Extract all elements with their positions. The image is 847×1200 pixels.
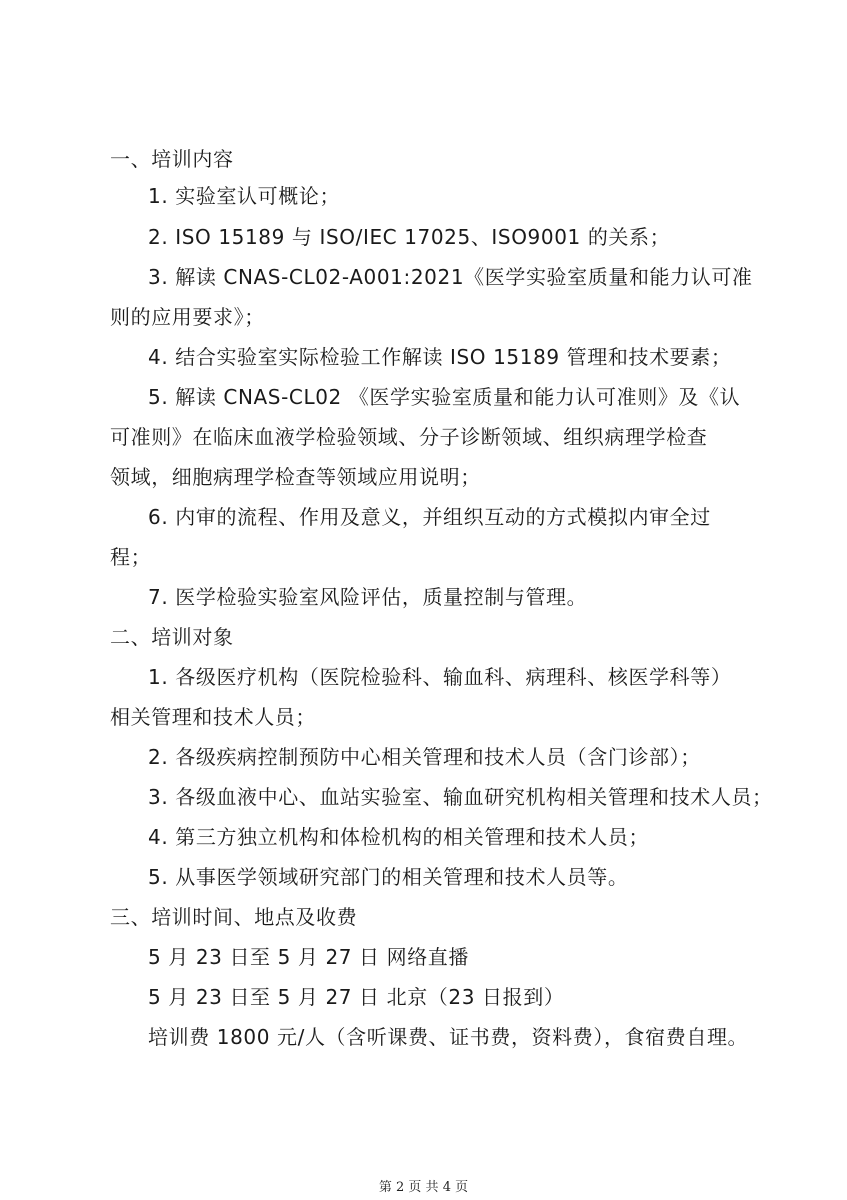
- content-item-6-cont: 程；: [110, 545, 152, 569]
- section-heading-training-targets: 二、培训对象: [110, 625, 234, 649]
- target-item-2: 2. 各级疾病控制预防中心相关管理和技术人员（含门诊部）；: [148, 745, 701, 769]
- content-item-4: 4. 结合实验室实际检验工作解读 ISO 15189 管理和技术要素；: [148, 345, 732, 369]
- section-heading-time-place-fees: 三、培训时间、地点及收费: [110, 905, 358, 929]
- section-heading-training-content: 一、培训内容: [110, 147, 234, 171]
- content-item-7: 7. 医学检验实验室风险评估，质量控制与管理。: [148, 585, 588, 609]
- target-item-4: 4. 第三方独立机构和体检机构的相关管理和技术人员；: [148, 825, 650, 849]
- content-item-2: 2. ISO 15189 与 ISO/IEC 17025、ISO9001 的关系；: [148, 225, 671, 249]
- content-item-6: 6. 内审的流程、作用及意义，并组织互动的方式模拟内审全过: [148, 505, 711, 529]
- content-item-3-cont: 则的应用要求》；: [110, 305, 265, 329]
- content-item-1: 1. 实验室认可概论；: [148, 184, 341, 208]
- content-item-5-cont-1: 可准则》在临床血液学检验领域、分子诊断领域、组织病理学检查: [110, 425, 708, 449]
- schedule-online: 5 月 23 日至 5 月 27 日 网络直播: [148, 945, 470, 969]
- training-fee: 培训费 1800 元/人（含听课费、证书费，资料费），食宿费自理。: [148, 1025, 749, 1049]
- target-item-1: 1. 各级医疗机构（医院检验科、输血科、病理科、核医学科等）: [148, 665, 732, 689]
- content-item-5-cont-2: 领域，细胞病理学检查等领域应用说明；: [110, 465, 481, 489]
- target-item-1-cont: 相关管理和技术人员；: [110, 705, 316, 729]
- page-number-footer: 第 2 页 共 4 页: [378, 1180, 469, 1195]
- schedule-beijing: 5 月 23 日至 5 月 27 日 北京（23 日报到）: [148, 985, 565, 1009]
- content-item-5: 5. 解读 CNAS-CL02 《医学实验室质量和能力认可准则》及《认: [148, 385, 741, 409]
- target-item-5: 5. 从事医学领域研究部门的相关管理和技术人员等。: [148, 865, 629, 889]
- content-item-3: 3. 解读 CNAS-CL02-A001:2021《医学实验室质量和能力认可准: [148, 265, 753, 289]
- target-item-3: 3. 各级血液中心、血站实验室、输血研究机构相关管理和技术人员；: [148, 785, 773, 809]
